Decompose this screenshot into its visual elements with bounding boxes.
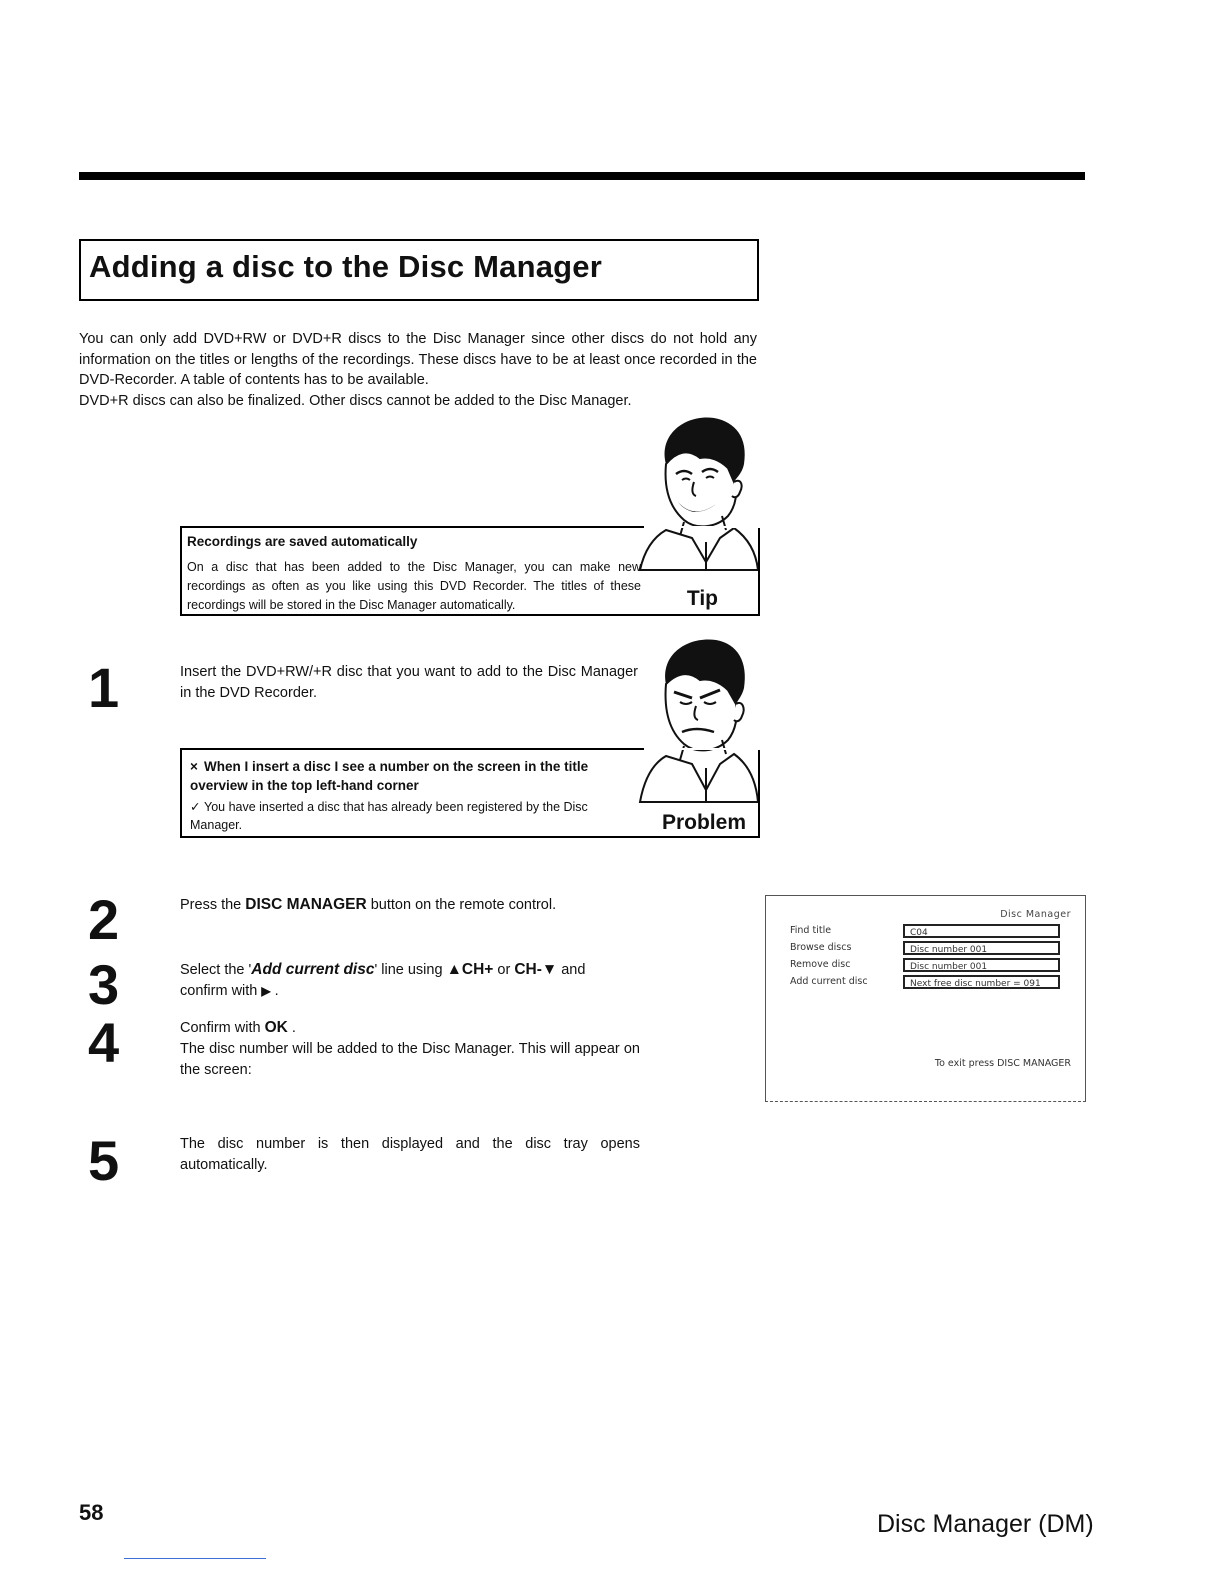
step-3-and: and xyxy=(557,962,586,978)
right-arrow-icon: ▶ xyxy=(261,984,271,998)
osd-screen xyxy=(765,895,1086,1102)
up-arrow-icon: ▲ xyxy=(446,961,462,978)
step-4-text xyxy=(180,1017,640,1081)
step-1-text: Insert the DVD+RW/+R disc that you want to add to the Disc Manager in the DVD Recorder. xyxy=(180,664,638,701)
step-2-number: 2 xyxy=(88,888,120,951)
step-3-line2: confirm with xyxy=(180,983,262,999)
check-icon: ✓ xyxy=(190,800,201,814)
cross-icon: × xyxy=(190,759,198,774)
intro-paragraph-1: You can only add DVD+RW or DVD+R discs to the Disc Manager since other discs do not hold any information on the titles or lengths of the recordings. These discs have to be at least once recorded in the DVD-Recorder. A table of contents has to be available. xyxy=(79,331,757,388)
intro-paragraph-2: DVD+R discs can also be finalized. Other discs cannot be added to the Disc Manager. xyxy=(79,392,632,409)
intro-text xyxy=(79,329,757,411)
osd-exit-hint: To exit press DISC MANAGER xyxy=(934,1058,1071,1069)
page-number: 58 xyxy=(79,1500,104,1525)
step-3-pre: Select the ' xyxy=(180,962,252,978)
step-4-pre: Confirm with xyxy=(180,1020,265,1036)
step-3-number: 3 xyxy=(88,953,120,1016)
ch-plus-key: CH+ xyxy=(461,961,494,978)
step-3-mid: ' line using xyxy=(374,962,447,978)
top-rule xyxy=(79,172,1085,180)
step-2-text xyxy=(180,894,640,916)
step-2-post: button on the remote control. xyxy=(366,897,557,913)
step-3-end: . xyxy=(270,983,279,999)
add-current-disc-item: Add current disc xyxy=(251,961,375,978)
ok-key: OK xyxy=(264,1019,288,1036)
step-3-or: or xyxy=(493,962,515,978)
chapter-title: Disc Manager (DM) xyxy=(877,1510,1094,1538)
step-5-text: The disc number is then displayed and the disc tray opens automatically. xyxy=(180,1136,640,1173)
osd-field-find-title: C04 xyxy=(903,924,1060,938)
tip-text: On a disc that has been added to the Disc Manager, you can make new recordings as often as you like using this DVD Recorder. The titles of these recordings will be stored in the Disc Manager automatically. xyxy=(187,560,641,612)
tip-title: Recordings are saved automatically xyxy=(187,534,418,549)
problem-box xyxy=(180,748,760,838)
section-title: Adding a disc to the Disc Manager xyxy=(89,249,603,284)
problem-question-text: When I insert a disc I see a number on the screen in the title overview in the top left-hand corner xyxy=(190,759,589,793)
osd-label-browse-discs: Browse discs xyxy=(790,942,852,953)
section-title-box xyxy=(79,239,759,301)
problem-answer-text: You have inserted a disc that has already been registered by the Disc Manager. xyxy=(190,800,588,832)
osd-label-add-current-disc: Add current disc xyxy=(790,976,868,987)
tip-label: Tip xyxy=(686,587,718,610)
osd-label-find-title: Find title xyxy=(790,925,832,936)
osd-field-add-current-disc: Next free disc number = 091 xyxy=(903,975,1060,989)
osd-field-browse-discs: Disc number 001 xyxy=(903,941,1060,955)
problem-answer xyxy=(190,799,642,834)
step-4-end: . xyxy=(287,1020,296,1036)
step-4-detail: The disc number will be added to the Disc Manager. This will appear on the screen: xyxy=(180,1041,640,1078)
step-3-text xyxy=(180,959,640,1002)
problem-question xyxy=(190,757,642,795)
step-5-number: 5 xyxy=(88,1129,120,1192)
osd-label-remove-disc: Remove disc xyxy=(790,959,851,970)
step-4-number: 4 xyxy=(88,1011,120,1074)
tip-box xyxy=(180,526,760,616)
osd-field-remove-disc: Disc number 001 xyxy=(903,958,1060,972)
footer-link-underline xyxy=(124,1558,266,1559)
step-1-number: 1 xyxy=(88,656,120,719)
disc-manager-key: DISC MANAGER xyxy=(245,896,367,913)
step-2-pre: Press the xyxy=(180,897,246,913)
down-arrow-icon: ▼ xyxy=(541,961,558,978)
osd-title: Disc Manager xyxy=(1000,909,1071,920)
problem-label: Problem xyxy=(661,811,746,834)
ch-minus-key: CH- xyxy=(514,961,542,978)
